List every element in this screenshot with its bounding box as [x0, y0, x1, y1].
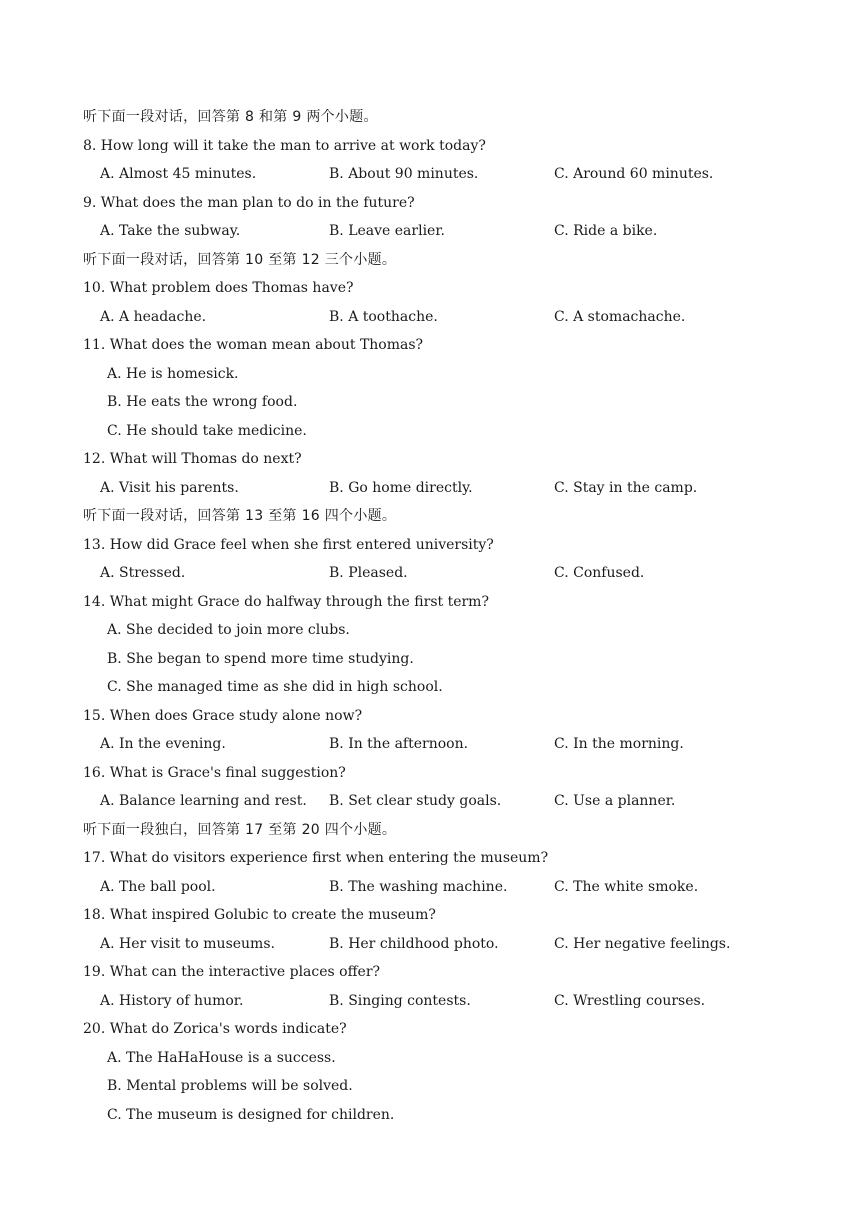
question-stem: 12. What will Thomas do next? [83, 451, 302, 467]
option-row [83, 474, 827, 503]
answer-option: A. The HaHaHouse is a success. [107, 1049, 336, 1066]
option-row [83, 730, 827, 759]
answer-option-c: C. In the morning. [554, 736, 684, 752]
question-stem: 10. What problem does Thomas have? [83, 280, 354, 296]
answer-option-a: A. In the evening. [100, 736, 226, 752]
answer-option-a: A. Stressed. [100, 565, 186, 581]
option-row [83, 160, 827, 189]
answer-option: B. Mental problems will be solved. [107, 1078, 353, 1094]
section-instruction: 听下面一段对话，回答第 8 和第 9 两个小题。 [83, 109, 378, 125]
option-row [83, 673, 827, 702]
option-row [83, 616, 827, 645]
option-row [83, 1101, 827, 1130]
answer-option-b: B. A toothache. [329, 308, 438, 325]
answer-option-c: C. Wrestling courses. [554, 992, 706, 1009]
answer-option-a: A. The ball pool. [100, 878, 216, 895]
answer-option-b: B. Pleased. [329, 565, 408, 581]
answer-option-a: A. Take the subway. [100, 223, 241, 239]
answer-option-c: C. The white smoke. [554, 878, 699, 895]
option-row [83, 417, 827, 446]
answer-option-a: A. Balance learning and rest. [100, 793, 307, 809]
answer-option-a: A. A headache. [100, 308, 207, 325]
answer-option-c: C. Ride a bike. [554, 223, 658, 239]
answer-option-b: B. Set clear study goals. [329, 793, 502, 809]
option-row [83, 1044, 827, 1073]
answer-option-a: A. Visit his parents. [100, 479, 239, 496]
answer-option-c: C. A stomachache. [554, 308, 686, 325]
answer-option: A. He is homesick. [107, 365, 239, 382]
question-stem: 17. What do visitors experience first when entering the museum? [83, 850, 549, 866]
answer-option-a: A. Her visit to museums. [100, 935, 275, 952]
question-stem: 15. When does Grace study alone now? [83, 707, 363, 724]
option-row [83, 217, 827, 246]
answer-option-a: A. History of humor. [100, 992, 244, 1009]
answer-option-c: C. Confused. [554, 565, 645, 581]
answer-option-b: B. Her childhood photo. [329, 935, 499, 952]
option-row [83, 873, 827, 902]
answer-option-b: B. Go home directly. [329, 479, 473, 496]
answer-option: A. She decided to join more clubs. [107, 622, 350, 638]
answer-option: C. The museum is designed for children. [107, 1106, 395, 1123]
answer-option-c: C. Around 60 minutes. [554, 166, 714, 182]
answer-option: B. She began to spend more time studying. [107, 650, 414, 667]
answer-option-b: B. Leave earlier. [329, 223, 445, 239]
answer-option-b: B. About 90 minutes. [329, 166, 479, 182]
question-stem: 13. How did Grace feel when she first entered university? [83, 536, 494, 553]
question-stem: 8. How long will it take the man to arrive at work today? [83, 137, 486, 154]
answer-option-a: A. Almost 45 minutes. [100, 166, 257, 182]
question-stem: 18. What inspired Golubic to create the museum? [83, 907, 436, 923]
question-stem: 14. What might Grace do halfway through the first term? [83, 593, 489, 610]
option-row [83, 1072, 827, 1101]
question-stem: 9. What does the man plan to do in the future? [83, 194, 415, 211]
option-row [83, 645, 827, 674]
section-instruction: 听下面一段独白，回答第 17 至第 20 四个小题。 [83, 821, 397, 838]
option-row [83, 787, 827, 816]
answer-option-b: B. The washing machine. [329, 878, 508, 895]
option-row [83, 930, 827, 959]
question-stem: 11. What does the woman mean about Thomas? [83, 337, 424, 353]
answer-option-c: C. Stay in the camp. [554, 479, 698, 496]
section-instruction: 听下面一段对话，回答第 10 至第 12 三个小题。 [83, 251, 397, 268]
section-instruction: 听下面一段对话，回答第 13 至第 16 四个小题。 [83, 508, 397, 524]
answer-option-c: C. Her negative feelings. [554, 935, 731, 952]
question-stem: 20. What do Zorica's words indicate? [83, 1021, 347, 1037]
option-row [83, 360, 827, 389]
answer-option-c: C. Use a planner. [554, 793, 676, 809]
answer-option-b: B. In the afternoon. [329, 736, 469, 752]
answer-option-b: B. Singing contests. [329, 992, 471, 1009]
answer-option: C. She managed time as she did in high school. [107, 679, 443, 695]
option-row [83, 388, 827, 417]
question-stem: 19. What can the interactive places offer? [83, 964, 381, 980]
answer-option: B. He eats the wrong food. [107, 394, 298, 410]
option-row [83, 559, 827, 588]
option-row [83, 987, 827, 1016]
answer-option: C. He should take medicine. [107, 422, 307, 439]
question-stem: 16. What is Grace's final suggestion? [83, 764, 346, 781]
option-row [83, 303, 827, 332]
